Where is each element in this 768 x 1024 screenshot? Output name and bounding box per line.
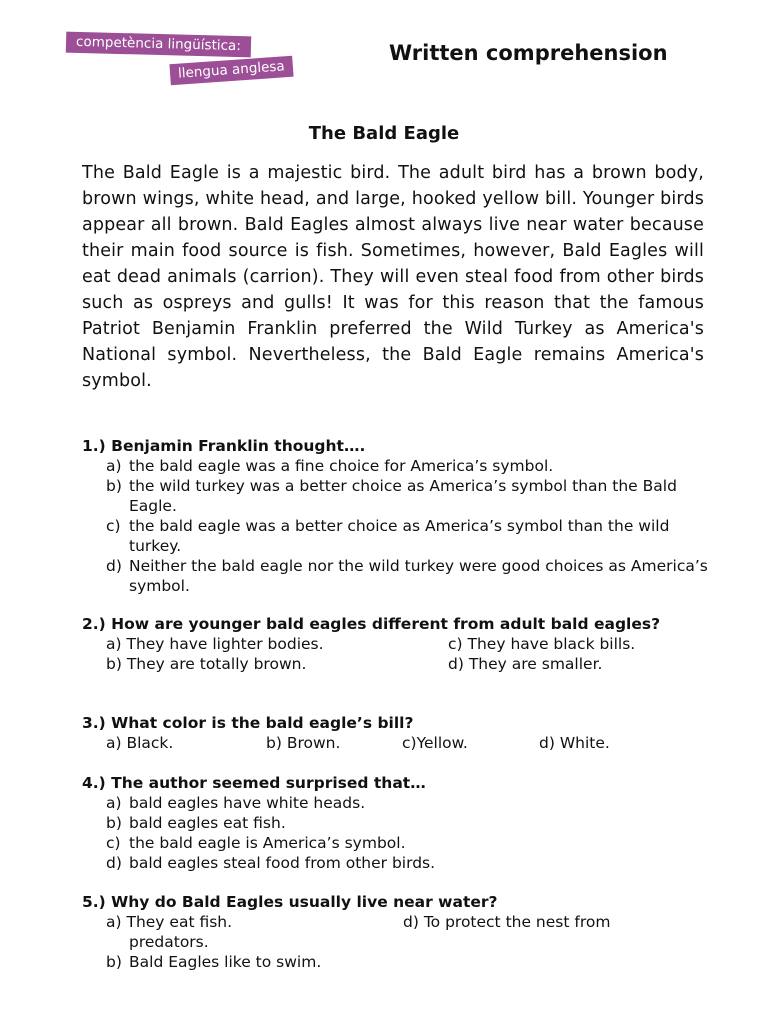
logo xyxy=(62,30,302,92)
question-2 xyxy=(82,614,712,674)
option-text: To protect the nest from xyxy=(423,913,611,931)
answer-row xyxy=(82,912,712,932)
question-3 xyxy=(82,713,712,753)
answer-option xyxy=(82,793,712,813)
option-text: They are smaller. xyxy=(468,655,603,673)
answer-option xyxy=(82,556,712,596)
option-letter: a) xyxy=(106,457,122,475)
option-letter: c) xyxy=(448,635,463,653)
question-4 xyxy=(82,773,712,873)
option-letter: a) xyxy=(106,794,122,812)
option-text: They eat fish. xyxy=(126,913,233,931)
option-letter: d) xyxy=(106,854,122,872)
option-text: bald eagles have white heads. xyxy=(129,794,366,812)
answer-option: d) White. xyxy=(539,734,610,752)
option-letter: b) xyxy=(106,814,122,832)
option-text: bald eagles eat fish. xyxy=(129,814,286,832)
question-title: 3.) What color is the bald eagle’s bill? xyxy=(82,714,414,732)
answer-option xyxy=(106,912,232,932)
answer-row xyxy=(82,733,712,753)
logo-line-1: competència lingüística: xyxy=(66,32,251,58)
option-letter: b) xyxy=(106,655,122,673)
question-title: 2.) How are younger bald eagles different from adult bald eagles? xyxy=(82,615,661,633)
option-text: the bald eagle was a better choice as America’s symbol than the wild turkey. xyxy=(129,517,670,555)
question-title: 5.) Why do Bald Eagles usually live near water? xyxy=(82,893,498,911)
answer-row xyxy=(82,654,712,674)
option-text: the bald eagle is America’s symbol. xyxy=(129,834,406,852)
option-text-continued: predators. xyxy=(129,933,209,951)
option-text: Neither the bald eagle nor the wild turkey were good choices as America’s symbol. xyxy=(129,557,708,595)
option-text: They are totally brown. xyxy=(126,655,307,673)
option-letter: b) xyxy=(106,953,122,971)
option-text: the wild turkey was a better choice as America’s symbol than the Bald Eagle. xyxy=(129,477,677,515)
option-letter: b) xyxy=(106,477,122,495)
option-letter: d) xyxy=(403,913,419,931)
answer-option xyxy=(82,853,712,873)
option-letter: d) xyxy=(106,557,122,575)
answer-option xyxy=(448,634,635,654)
option-letter: c) xyxy=(106,517,121,535)
option-text: the bald eagle was a fine choice for America’s symbol. xyxy=(129,457,554,475)
answer-option xyxy=(82,952,712,972)
question-title: 1.) Benjamin Franklin thought…. xyxy=(82,437,366,455)
option-letter: c) xyxy=(106,834,121,852)
question-5 xyxy=(82,892,712,972)
answer-option: b) Brown. xyxy=(266,734,341,752)
answer-option: c)Yellow. xyxy=(402,734,468,752)
answer-option xyxy=(82,476,712,516)
option-text: They have black bills. xyxy=(467,635,636,653)
answer-option xyxy=(403,912,610,932)
page-title: The Bald Eagle xyxy=(308,123,460,144)
answer-option xyxy=(106,654,306,674)
option-letter: a) xyxy=(106,635,122,653)
option-text: They have lighter bodies. xyxy=(126,635,324,653)
answer-option xyxy=(448,654,602,674)
option-letter: d) xyxy=(448,655,464,673)
answer-option xyxy=(82,516,712,556)
answer-option xyxy=(106,634,324,654)
option-letter: a) xyxy=(106,913,122,931)
logo-line-2: llengua anglesa xyxy=(169,56,293,86)
header-title: Written comprehension xyxy=(389,41,668,65)
answer-option xyxy=(82,456,712,476)
answer-option xyxy=(82,833,712,853)
answer-row xyxy=(82,634,712,654)
option-text: Bald Eagles like to swim. xyxy=(129,953,322,971)
answer-option: a) Black. xyxy=(106,734,174,752)
answer-row xyxy=(82,932,712,952)
question-1 xyxy=(82,436,712,596)
option-text: bald eagles steal food from other birds. xyxy=(129,854,436,872)
question-title: 4.) The author seemed surprised that… xyxy=(82,774,426,792)
answer-option xyxy=(82,813,712,833)
reading-passage: The Bald Eagle is a majestic bird. The adult bird has a brown body, brown wings, white head, and large, hooked yellow bill. Younger birds appear all brown. Bald Eagles almost always live near water because their main food source is fish. Sometimes, however, Bald Eagles will eat dead animals (carrion). They will even steal food from other birds such as ospreys and gulls! It was for this reason that the famous Patriot Benjamin Franklin preferred the Wild Turkey as America's National symbol. Nevertheless, the Bald Eagle remains America's symbol. xyxy=(82,163,704,391)
